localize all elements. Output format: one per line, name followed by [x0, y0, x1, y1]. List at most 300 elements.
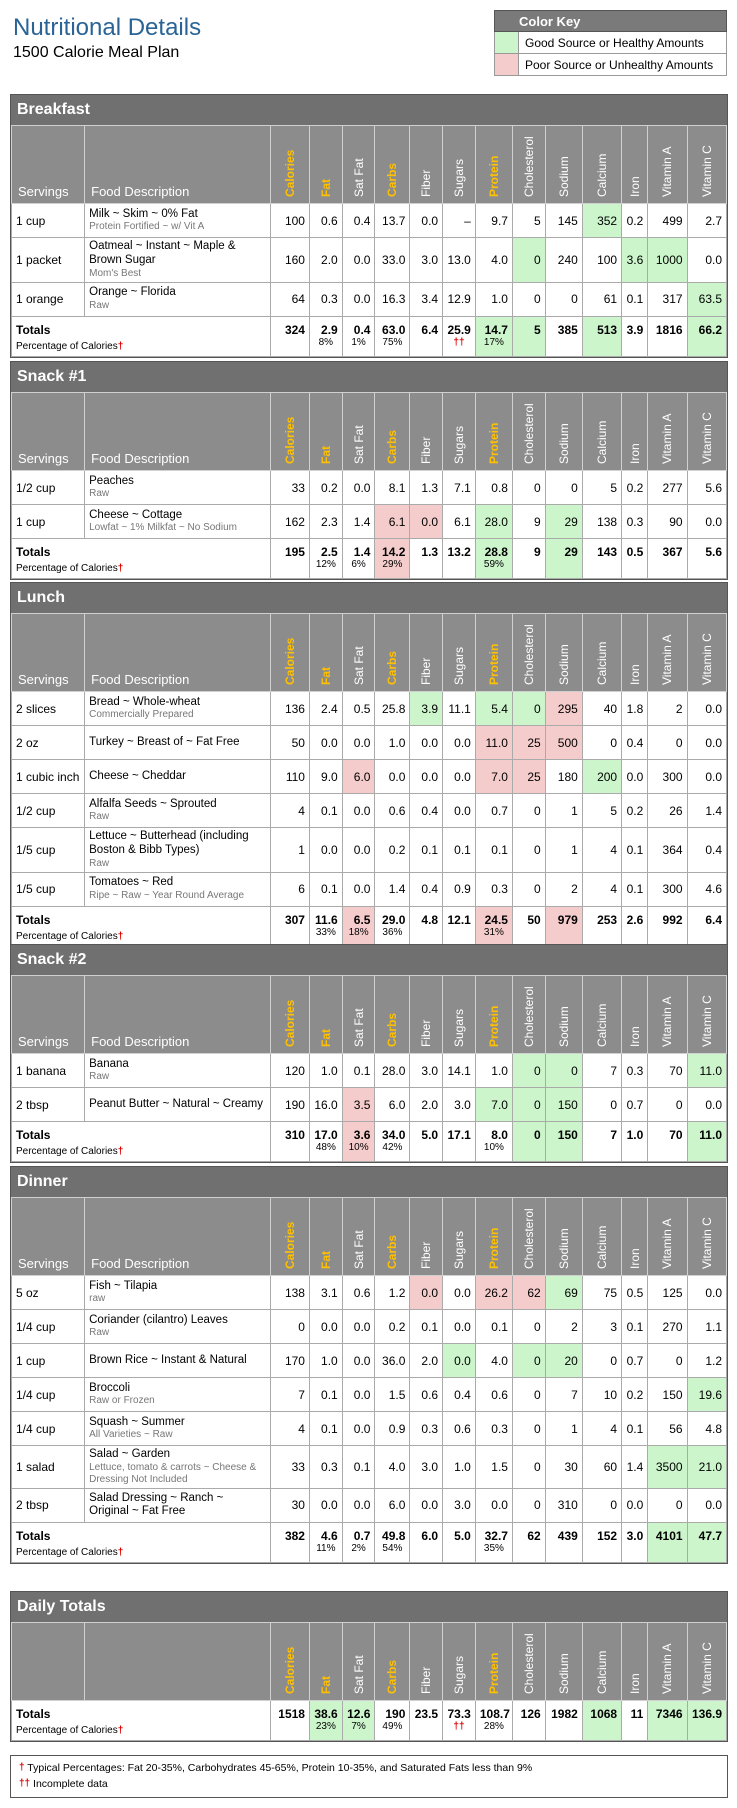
nutrient-value: 33: [270, 471, 309, 505]
column-header-label: Calcium: [594, 153, 609, 197]
column-header: [622, 126, 648, 204]
column-header-label: Iron: [627, 1026, 642, 1047]
total-value: [270, 539, 309, 579]
total-number: 439: [557, 1528, 578, 1543]
nutrient-value: 2: [545, 1310, 582, 1344]
totals-label-cell: [12, 1701, 271, 1741]
food-subtitle: raw: [89, 1293, 106, 1305]
nutrient-value: 0.0: [622, 760, 648, 794]
nutrient-value: 0.0: [410, 505, 443, 539]
column-header: [342, 1623, 375, 1701]
column-header-row: [12, 1623, 727, 1701]
nutrient-value: 1: [545, 828, 582, 873]
totals-row: [12, 539, 727, 579]
total-number: 5.0: [421, 1128, 439, 1142]
nutrient-value: 0.1: [309, 1412, 342, 1446]
food-subtitle: Raw or Frozen: [89, 1395, 155, 1407]
totals-row: [12, 316, 727, 356]
column-header: [475, 393, 512, 471]
nutrient-value: 0.5: [622, 1276, 648, 1310]
total-value: [545, 539, 582, 579]
nutrient-value: 0.0: [475, 1488, 512, 1522]
total-value: [475, 539, 512, 579]
nutrient-value: 0: [512, 282, 545, 316]
meal-title: Snack #2: [11, 945, 727, 975]
nutrient-value: 0.0: [309, 1310, 342, 1344]
total-percent: 31%: [483, 926, 504, 938]
totals-row: [12, 1701, 727, 1741]
total-value: [582, 539, 621, 579]
total-number: 0.5: [626, 545, 644, 559]
nutrient-value: 0: [512, 1446, 545, 1489]
column-header: [687, 126, 726, 204]
nutrient-value: 1.5: [475, 1446, 512, 1489]
totals-label-cell: [12, 906, 271, 946]
total-value: [410, 1122, 443, 1162]
food-subtitle: Ripe ~ Raw ~ Year Round Average: [89, 889, 245, 901]
column-header-label: Cholesterol: [521, 1208, 536, 1269]
column-header: [648, 1623, 687, 1701]
total-number: 2.9: [321, 322, 338, 337]
total-value: [309, 1122, 342, 1162]
column-header: [270, 1198, 309, 1276]
column-header-label: Calories: [282, 416, 297, 464]
column-header: [342, 614, 375, 692]
meal-section: [10, 361, 728, 580]
nutrient-value: 63.5: [687, 282, 726, 316]
totals-row: [12, 906, 727, 946]
total-number: 17.0: [314, 1128, 338, 1142]
total-value: [375, 1122, 410, 1162]
column-header-label: Protein: [486, 155, 501, 197]
total-value: [270, 906, 309, 946]
column-header-label: Carbs: [385, 1659, 400, 1694]
total-percent: 59%: [483, 559, 504, 570]
nutrient-value: 0.6: [475, 1378, 512, 1412]
total-number: 1816: [655, 322, 683, 337]
column-header: [512, 976, 545, 1054]
column-header: [410, 126, 443, 204]
column-header-label: Carbs: [385, 162, 400, 197]
serving-cell: 1/4 cup: [12, 1412, 85, 1446]
nutrient-value: 0.0: [687, 505, 726, 539]
nutrient-value: 0: [270, 1310, 309, 1344]
column-header-label: Protein: [486, 422, 501, 464]
column-header: [270, 126, 309, 204]
nutrient-value: 2.4: [309, 692, 342, 726]
nutrient-value: 0.1: [622, 828, 648, 873]
column-header-label: Fat: [318, 446, 333, 464]
total-value: [342, 1122, 375, 1162]
food-description-cell: [85, 471, 271, 505]
food-description-cell: [85, 1488, 271, 1522]
column-header: Servings: [12, 614, 85, 692]
food-name: Banana: [89, 1057, 129, 1070]
serving-cell: 1/2 cup: [12, 471, 85, 505]
column-header-label: Sodium: [556, 1228, 571, 1269]
nutrient-value: 0.1: [622, 282, 648, 316]
nutrient-value: 1000: [648, 238, 687, 283]
total-value: [309, 1701, 342, 1741]
nutrition-table: [11, 1197, 727, 1563]
total-number: 1.3: [421, 545, 439, 559]
column-header-label: Fat: [318, 1251, 333, 1269]
food-name: Peanut Butter ~ Natural ~ Creamy: [89, 1097, 263, 1110]
nutrient-value: 352: [582, 204, 621, 238]
nutrient-value: 28.0: [475, 505, 512, 539]
total-percent: 28%: [483, 1721, 504, 1732]
total-value: [687, 539, 726, 579]
total-value: [687, 1122, 726, 1162]
nutrient-value: 64: [270, 282, 309, 316]
food-description-cell: [85, 794, 271, 828]
footnotes: [10, 1755, 728, 1798]
total-value: [443, 1522, 476, 1562]
pct-label-text: Percentage of Calories: [16, 340, 118, 352]
column-header-label: Calories: [282, 149, 297, 197]
column-header-label: Protein: [486, 1652, 501, 1694]
food-row: [12, 1054, 727, 1088]
nutrient-value: 0.0: [342, 1344, 375, 1378]
total-number: 3.6: [353, 1128, 371, 1142]
nutrient-value: 3.0: [443, 1488, 476, 1522]
nutrient-value: 21.0: [687, 1446, 726, 1489]
total-value: [475, 1522, 512, 1562]
column-header: [375, 1198, 410, 1276]
total-number: 12.1: [447, 912, 471, 927]
nutrient-value: 0.0: [342, 1378, 375, 1412]
good-swatch: [495, 32, 519, 54]
total-value: [443, 906, 476, 946]
column-header: [545, 614, 582, 692]
pct-label-text: Percentage of Calories: [16, 1546, 118, 1558]
total-number: 13.2: [447, 545, 471, 559]
serving-cell: 1 cup: [12, 505, 85, 539]
incomplete-mark: ††: [453, 1721, 465, 1732]
nutrient-value: 317: [648, 282, 687, 316]
serving-cell: 1 cubic inch: [12, 760, 85, 794]
column-header: [622, 614, 648, 692]
total-number: 195: [284, 545, 305, 559]
nutrient-value: 0: [648, 726, 687, 760]
total-number: 126: [520, 1707, 541, 1721]
food-name: Milk ~ Skim ~ 0% Fat: [89, 207, 198, 220]
dagger-mark: †: [117, 563, 124, 574]
total-value: [648, 539, 687, 579]
nutrient-value: 0: [512, 1088, 545, 1122]
total-percent: 10%: [483, 1142, 504, 1153]
column-header-label: Iron: [627, 176, 642, 197]
nutrient-value: 6.0: [342, 760, 375, 794]
total-value: [475, 906, 512, 946]
column-header-label: Calories: [282, 637, 297, 685]
total-value: [622, 1522, 648, 1562]
column-header-label: Iron: [627, 1673, 642, 1694]
column-header-label: Calcium: [594, 420, 609, 464]
column-header-label: Vitamin A: [660, 996, 675, 1047]
total-number: 367: [662, 545, 683, 559]
totals-row: [12, 1122, 727, 1162]
column-header-label: Protein: [486, 643, 501, 685]
column-header: [410, 976, 443, 1054]
column-header: [545, 976, 582, 1054]
total-number: 38.6: [314, 1707, 338, 1721]
nutrient-value: 2.0: [410, 1344, 443, 1378]
nutrient-value: 0.0: [687, 760, 726, 794]
total-number: 47.7: [698, 1528, 722, 1543]
food-subtitle: All Varieties ~ Raw: [89, 1429, 173, 1441]
total-number: 136.9: [691, 1707, 722, 1721]
column-header: [443, 126, 476, 204]
nutrient-value: 1.4: [342, 505, 375, 539]
nutrient-value: 4.0: [375, 1446, 410, 1489]
nutrient-value: 4.6: [687, 872, 726, 906]
column-header-label: Carbs: [385, 429, 400, 464]
food-name: Cheese ~ Cheddar: [89, 769, 186, 782]
nutrient-value: 277: [648, 471, 687, 505]
total-number: 0: [534, 1128, 541, 1142]
total-number: 253: [597, 912, 618, 927]
total-number: 63.0: [382, 322, 406, 337]
total-value: [410, 539, 443, 579]
nutrient-value: 12.9: [443, 282, 476, 316]
nutrient-value: 0.0: [309, 828, 342, 873]
nutrient-value: 0.0: [342, 471, 375, 505]
column-header: [375, 976, 410, 1054]
meal-title: Dinner: [11, 1167, 727, 1197]
nutrient-value: 0.2: [622, 1378, 648, 1412]
nutrient-value: 1.0: [309, 1054, 342, 1088]
total-value: [375, 1522, 410, 1562]
nutrient-value: –: [443, 204, 476, 238]
nutrient-value: 300: [648, 760, 687, 794]
column-header: [443, 1198, 476, 1276]
nutrient-value: 70: [648, 1054, 687, 1088]
pct-label-text: Percentage of Calories: [16, 1146, 118, 1157]
meal-section: [10, 94, 728, 358]
totals-label-cell: [12, 539, 271, 579]
column-header: [270, 614, 309, 692]
meal-section: [10, 1166, 728, 1564]
food-subtitle: Raw: [89, 1071, 110, 1083]
column-header-label: Calories: [282, 999, 297, 1047]
nutrient-value: 4: [582, 828, 621, 873]
column-header-label: Protein: [486, 1227, 501, 1269]
column-header: [475, 976, 512, 1054]
total-number: 1.4: [353, 545, 371, 559]
dagger-mark: †: [117, 340, 124, 352]
total-number: 6.4: [421, 322, 439, 337]
nutrient-value: 0: [582, 1088, 621, 1122]
food-name: Brown Rice ~ Instant & Natural: [89, 1353, 247, 1366]
food-name: Alfalfa Seeds ~ Sprouted: [89, 797, 217, 810]
column-header: [545, 393, 582, 471]
nutrient-value: 0.0: [342, 1488, 375, 1522]
nutrient-value: 1.0: [309, 1344, 342, 1378]
page-title: Nutritional Details: [13, 14, 202, 41]
total-number: 7: [610, 1128, 618, 1142]
total-value: [309, 539, 342, 579]
food-row: [12, 238, 727, 283]
nutrient-value: 33: [270, 1446, 309, 1489]
nutrition-table: [11, 392, 727, 579]
nutrient-value: 6.0: [375, 1488, 410, 1522]
total-value: [648, 1522, 687, 1562]
column-header-label: Vitamin A: [660, 413, 675, 464]
column-header: [545, 1623, 582, 1701]
column-header: [622, 1198, 648, 1276]
nutrient-value: 60: [582, 1446, 621, 1489]
nutrient-value: 61: [582, 282, 621, 316]
nutrient-value: 1.8: [622, 692, 648, 726]
column-header-label: Sugars: [451, 425, 466, 464]
nutrient-value: 3.0: [410, 238, 443, 283]
total-percent: 7%: [351, 1721, 366, 1732]
column-header: [648, 1198, 687, 1276]
total-percent: 42%: [382, 1142, 403, 1153]
nutrient-value: 0.1: [309, 794, 342, 828]
nutrient-value: 0.3: [622, 1054, 648, 1088]
nutrient-value: 162: [270, 505, 309, 539]
column-header-label: Calcium: [594, 1225, 609, 1269]
food-row: [12, 471, 727, 505]
nutrient-value: 136: [270, 692, 309, 726]
total-number: 8.0: [491, 1128, 508, 1142]
nutrient-value: 1.0: [375, 726, 410, 760]
serving-cell: 2 oz: [12, 726, 85, 760]
nutrient-value: 0.0: [443, 760, 476, 794]
food-row: [12, 872, 727, 906]
total-percent: 75%: [382, 336, 403, 348]
total-value: [270, 1701, 309, 1741]
nutrient-value: 0.0: [687, 238, 726, 283]
column-header: [309, 126, 342, 204]
total-value: [648, 316, 687, 356]
nutrient-value: 170: [270, 1344, 309, 1378]
total-value: [443, 316, 476, 356]
column-header: [512, 1198, 545, 1276]
food-row: [12, 692, 727, 726]
total-number: 24.5: [484, 912, 508, 927]
column-header: [582, 1623, 621, 1701]
column-header-label: Vitamin C: [699, 412, 714, 464]
footnote-typical-text: Typical Percentages: Fat 20-35%, Carbohydrates 45-65%, Protein 10-35%, and Saturated Fats less than 9%: [27, 1762, 533, 1774]
total-percent: 18%: [348, 926, 369, 938]
total-value: [512, 539, 545, 579]
column-header: [410, 1198, 443, 1276]
food-name: Oatmeal ~ Instant ~ Maple & Brown Sugar: [89, 240, 236, 266]
total-value: [648, 1701, 687, 1741]
nutrient-value: 0: [512, 872, 545, 906]
column-header: [12, 1623, 85, 1701]
totals-label: Totals: [16, 1128, 51, 1142]
column-header: [342, 1198, 375, 1276]
total-value: [512, 1522, 545, 1562]
total-number: 14.7: [484, 322, 508, 337]
nutrient-value: 69: [545, 1276, 582, 1310]
nutrient-value: 4: [582, 1412, 621, 1446]
nutrient-value: 11.0: [475, 726, 512, 760]
total-number: 382: [284, 1528, 305, 1543]
nutrient-value: 120: [270, 1054, 309, 1088]
serving-cell: 1/2 cup: [12, 794, 85, 828]
nutrient-value: 25.8: [375, 692, 410, 726]
nutrient-value: 0: [545, 471, 582, 505]
column-header-label: Iron: [627, 664, 642, 685]
nutrient-value: 4: [270, 794, 309, 828]
serving-cell: 1 banana: [12, 1054, 85, 1088]
total-value: [582, 906, 621, 946]
column-header-label: Sodium: [556, 1006, 571, 1047]
nutrient-value: 1.0: [443, 1446, 476, 1489]
totals-label: Totals: [16, 1707, 51, 1721]
total-value: [582, 316, 621, 356]
column-header: [687, 393, 726, 471]
nutrient-value: 100: [582, 238, 621, 283]
incomplete-mark: ††: [453, 336, 465, 348]
column-header: [410, 1623, 443, 1701]
food-name: Turkey ~ Breast of ~ Fat Free: [89, 735, 240, 748]
food-description-cell: [85, 760, 271, 794]
column-header-label: Vitamin C: [699, 633, 714, 685]
nutrient-value: 6: [270, 872, 309, 906]
column-header: [687, 1198, 726, 1276]
footnote-typical: [19, 1760, 719, 1776]
nutrient-value: 0.1: [622, 1310, 648, 1344]
column-header: [687, 976, 726, 1054]
serving-cell: 1 cup: [12, 204, 85, 238]
nutrient-value: 19.6: [687, 1378, 726, 1412]
total-number: 190: [385, 1707, 406, 1721]
poor-label: Poor Source or Unhealthy Amounts: [519, 54, 727, 76]
pct-label: [16, 1146, 266, 1157]
nutrient-value: 0: [512, 794, 545, 828]
nutrient-value: 0.0: [342, 1412, 375, 1446]
total-number: 1068: [590, 1707, 618, 1721]
column-header: Servings: [12, 976, 85, 1054]
nutrient-value: 7: [545, 1378, 582, 1412]
nutrient-value: 28.0: [375, 1054, 410, 1088]
column-header: Food Description: [85, 614, 271, 692]
column-header: [309, 614, 342, 692]
total-number: 6.0: [421, 1528, 439, 1543]
nutrient-value: 0.2: [309, 471, 342, 505]
nutrient-value: 20: [545, 1344, 582, 1378]
food-subtitle: Raw: [89, 811, 110, 823]
nutrient-value: 0.3: [309, 282, 342, 316]
nutrient-value: 4.0: [475, 1344, 512, 1378]
nutrient-value: 5: [582, 794, 621, 828]
food-subtitle: Lowfat ~ 1% Milkfat ~ No Sodium: [89, 522, 237, 534]
total-value: [622, 1701, 648, 1741]
column-header: [545, 126, 582, 204]
total-number: 310: [284, 1128, 305, 1142]
column-header-label: Sodium: [556, 423, 571, 464]
pct-label: [16, 931, 266, 942]
column-header: [375, 1623, 410, 1701]
column-header-label: Vitamin A: [660, 1218, 675, 1269]
total-value: [475, 1122, 512, 1162]
nutrient-value: 2: [545, 872, 582, 906]
nutrient-value: 0.4: [622, 726, 648, 760]
nutrient-value: 138: [270, 1276, 309, 1310]
food-description-cell: [85, 872, 271, 906]
nutrient-value: 9.7: [475, 204, 512, 238]
column-header: [512, 393, 545, 471]
total-value: [309, 316, 342, 356]
column-header: [622, 976, 648, 1054]
column-header: [270, 393, 309, 471]
